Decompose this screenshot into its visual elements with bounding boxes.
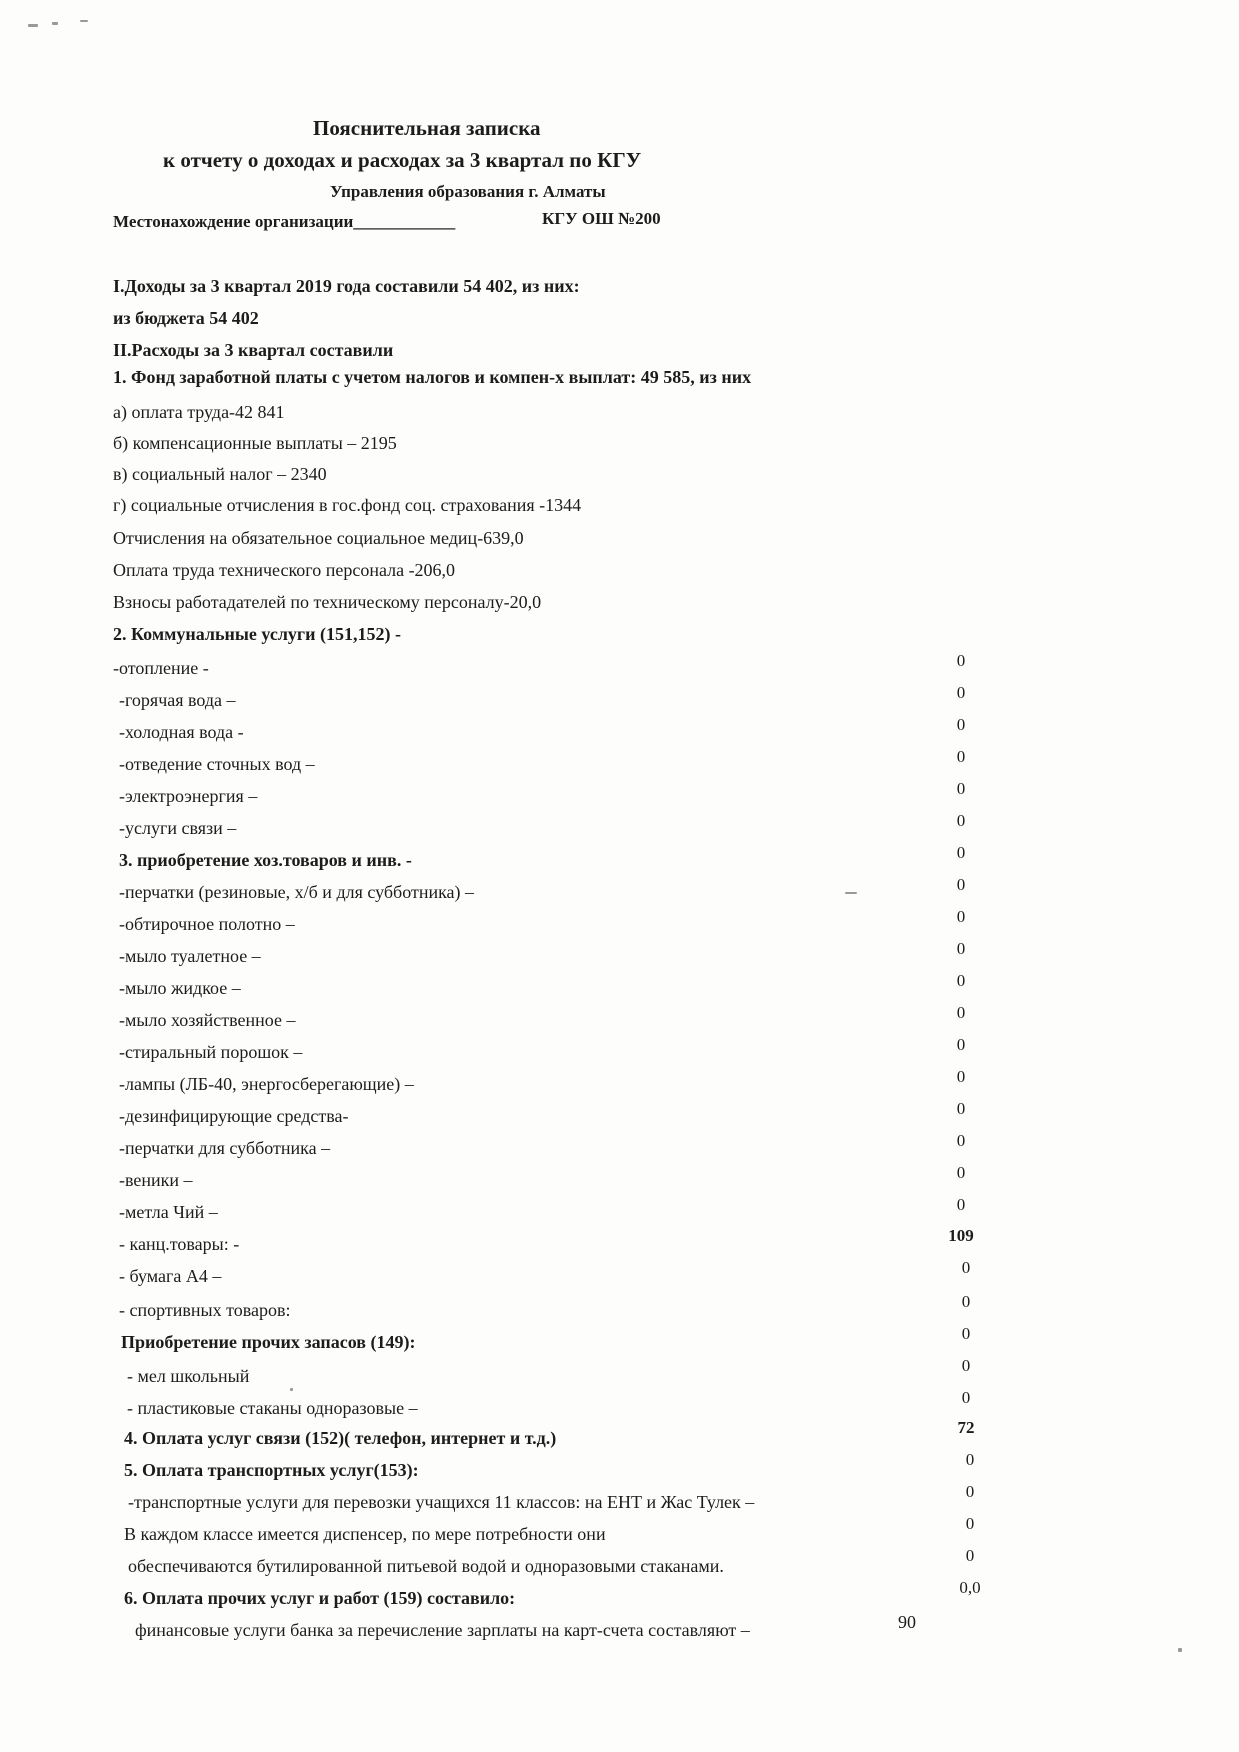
salary-line: а) оплата труда-42 841: [113, 402, 285, 422]
expenses-heading: II.Расходы за 3 квартал составили: [113, 340, 394, 360]
list-item: -холодная вода -: [119, 722, 244, 742]
dispenser-note-cont: обеспечиваются бутилированной питьевой водой и одноразовыми стаканами.: [128, 1556, 724, 1576]
list-item: -дезинфицирующие средства-: [119, 1106, 349, 1126]
value-cell: 0: [956, 1067, 966, 1086]
bank-fee-value: 90: [898, 1612, 916, 1632]
list-item: - мел школьный: [127, 1366, 250, 1386]
value-cell: 0: [961, 1258, 971, 1277]
value-cell: 0: [965, 1482, 975, 1501]
value-cell: 0: [956, 875, 966, 894]
scan-speck: [1178, 1648, 1182, 1652]
bank-fee-line: финансовые услуги банка за перечисление зарплаты на карт-счета составляют –: [135, 1620, 750, 1640]
value-cell: 0: [956, 843, 966, 862]
value-cell: 0: [956, 683, 966, 702]
department-name: Управления образования г. Алматы: [330, 182, 606, 201]
list-item: - бумага А4 –: [119, 1266, 222, 1286]
value-cell: 0: [956, 715, 966, 734]
section-2-heading: 2. Коммунальные услуги (151,152) -: [113, 624, 401, 644]
value-cell: 0: [956, 971, 966, 990]
value-cell: 0: [956, 1163, 966, 1182]
location-label: Местонахождение организации____________: [113, 212, 456, 231]
income-total: I.Доходы за 3 квартал 2019 года составили 54 402, из них:: [113, 276, 580, 296]
list-item: -мыло жидкое –: [119, 978, 241, 998]
compensation-line: б) компенсационные выплаты – 2195: [113, 433, 397, 453]
location-value: КГУ ОШ №200: [542, 209, 661, 228]
social-tax-line: в) социальный налог – 2340: [113, 464, 327, 484]
list-item: -мыло хозяйственное –: [119, 1010, 296, 1030]
value-cell: 0: [956, 1035, 966, 1054]
scan-speck: [80, 20, 88, 22]
list-item: -веники –: [119, 1170, 193, 1190]
value-cell: 0: [956, 651, 966, 670]
list-item: -метла Чий –: [119, 1202, 218, 1222]
scan-speck: [52, 22, 58, 25]
section-3-heading: 3. приобретение хоз.товаров и инв. -: [119, 850, 412, 870]
value-cell: 0: [956, 1003, 966, 1022]
value-cell: 0: [956, 779, 966, 798]
tech-staff-contrib-line: Взносы работадателей по техническому персоналу-20,0: [113, 592, 542, 612]
list-item: -перчатки (резиновые, х/б и для субботника) –: [119, 882, 475, 902]
section-1-heading: 1. Фонд заработной платы с учетом налогов и компен-х выплат: 49 585, из них: [113, 367, 752, 387]
value-cell: 0: [956, 811, 966, 830]
list-item: -электроэнергия –: [119, 786, 258, 806]
section-4-heading: 4. Оплата услуг связи (152)( телефон, интернет и т.д.): [124, 1428, 557, 1448]
value-cell: 0: [965, 1546, 975, 1565]
document-subtitle: к отчету о доходах и расходах за 3 квартал по КГУ: [163, 148, 642, 172]
value-cell: 0: [956, 939, 966, 958]
medical-insurance-line: Отчисления на обязательное социальное медиц-639,0: [113, 528, 524, 548]
dispenser-note: В каждом классе имеется диспенсер, по мере потребности они: [124, 1524, 606, 1544]
value-cell: 72: [957, 1418, 975, 1437]
value-cell: 0: [956, 1195, 966, 1214]
list-item: -мыло туалетное –: [119, 946, 261, 966]
list-item: -стиральный порошок –: [119, 1042, 303, 1062]
list-item: -горячая вода –: [119, 690, 236, 710]
value-cell: 0: [965, 1514, 975, 1533]
value-cell: 109: [948, 1226, 974, 1245]
value-cell: 0: [961, 1356, 971, 1375]
scan-speck: [845, 892, 857, 894]
list-item: -отведение сточных вод –: [119, 754, 315, 774]
scan-speck: [290, 1388, 293, 1391]
list-item: - канц.товары: -: [119, 1234, 240, 1254]
value-cell: 0: [961, 1292, 971, 1311]
value-cell: 0: [961, 1324, 971, 1343]
value-cell: 0: [956, 907, 966, 926]
section-6-heading: 6. Оплата прочих услуг и работ (159) составило:: [124, 1588, 516, 1608]
transport-line: -транспортные услуги для перевозки учащихся 11 классов: на ЕНТ и Жас Тулек –: [128, 1492, 755, 1512]
other-supplies-heading: Приобретение прочих запасов (149):: [121, 1332, 416, 1352]
list-item: -перчатки для субботника –: [119, 1138, 331, 1158]
scan-speck: [28, 24, 38, 27]
list-item: -услуги связи –: [119, 818, 237, 838]
value-cell: 0: [956, 747, 966, 766]
value-cell: 0: [961, 1388, 971, 1407]
value-cell: 0: [956, 1131, 966, 1150]
section-5-heading: 5. Оплата транспортных услуг(153):: [124, 1460, 419, 1480]
list-item: - спортивных товаров:: [119, 1300, 291, 1320]
income-budget: из бюджета 54 402: [113, 308, 259, 328]
social-insurance-line: г) социальные отчисления в гос.фонд соц. страхования -1344: [113, 495, 582, 515]
value-cell: 0: [956, 1099, 966, 1118]
value-cell: 0: [965, 1450, 975, 1469]
tech-staff-pay-line: Оплата труда технического персонала -206,0: [113, 560, 456, 580]
list-item: -обтирочное полотно –: [119, 914, 295, 934]
list-item: - пластиковые стаканы одноразовые –: [127, 1398, 418, 1418]
list-item: -отопление -: [113, 658, 209, 678]
list-item: -лампы (ЛБ-40, энергосберегающие) –: [119, 1074, 414, 1094]
value-cell: 0,0: [959, 1578, 981, 1597]
document-title: Пояснительная записка: [313, 116, 541, 140]
